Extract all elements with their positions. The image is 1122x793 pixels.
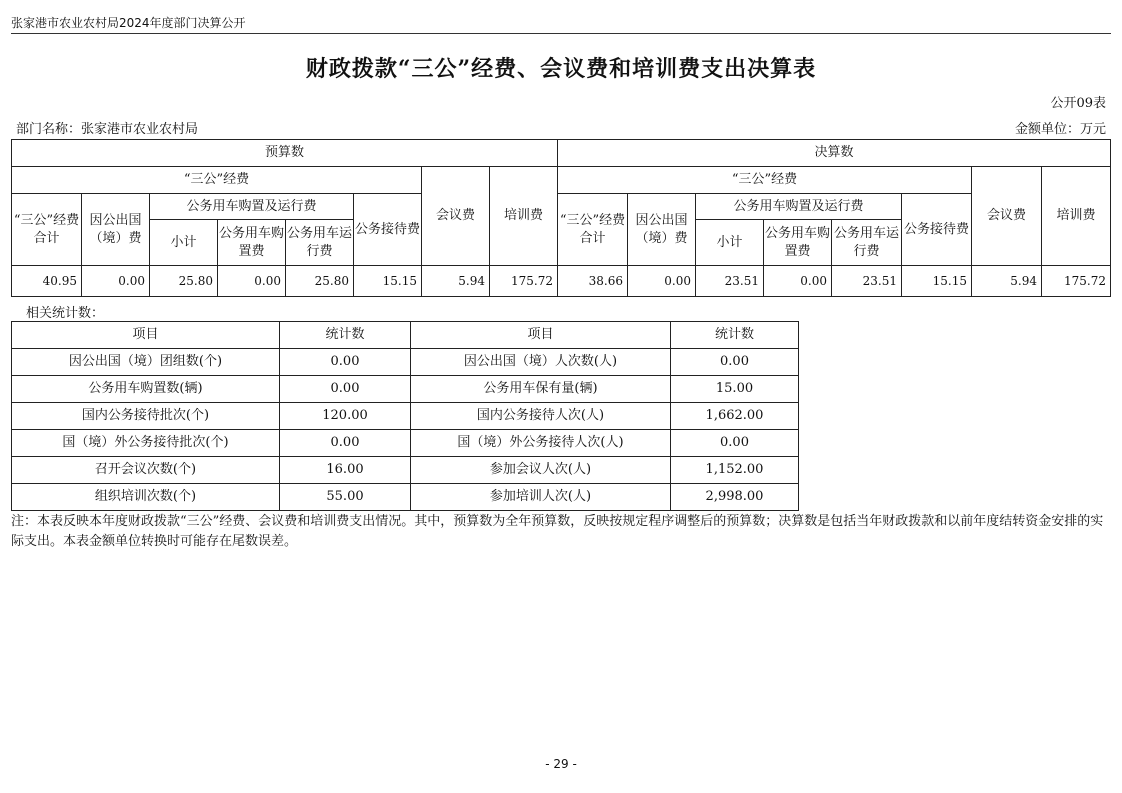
form-number: 公开09表 [1050, 96, 1106, 111]
stats-value: 120.00 [280, 403, 411, 430]
stats-value: 16.00 [280, 457, 411, 484]
final-sangong-total-header: “三公”经费合计 [558, 194, 628, 266]
stats-item: 参加会议人次(人) [411, 457, 671, 484]
budget-vehicle-operation-header: 公务用车运行费 [286, 220, 354, 266]
stats-value: 1,152.00 [671, 457, 799, 484]
budget-value-cell: 0.00 [218, 266, 286, 297]
stats-item: 公务用车购置数(辆) [12, 376, 280, 403]
stats-value: 2,998.00 [671, 484, 799, 511]
final-value-cell: 23.51 [832, 266, 902, 297]
final-value-cell: 23.51 [696, 266, 764, 297]
final-vehicle-purchase-header: 公务用车购置费 [764, 220, 832, 266]
stats-table [11, 321, 799, 511]
budget-meeting-header: 会议费 [422, 167, 490, 266]
budget-vehicle-purchase-header: 公务用车购置费 [218, 220, 286, 266]
budget-value-cell: 40.95 [12, 266, 82, 297]
final-header: 决算数 [558, 140, 1111, 167]
stats-item-header: 项目 [12, 322, 280, 349]
stats-value: 0.00 [671, 349, 799, 376]
table-row [12, 403, 799, 430]
amount-unit: 金额单位：万元 [1014, 122, 1106, 137]
final-abroad-header: 因公出国（境）费 [628, 194, 696, 266]
stats-value: 55.00 [280, 484, 411, 511]
stats-item: 因公出国（境）人次数(人) [411, 349, 671, 376]
stats-item: 国（境）外公务接待人次(人) [411, 430, 671, 457]
department-name: 部门名称：张家港市农业农村局 [16, 122, 199, 137]
stats-value: 1,662.00 [671, 403, 799, 430]
final-value-cell: 175.72 [1042, 266, 1111, 297]
budget-value-cell: 0.00 [82, 266, 150, 297]
stats-count-header: 统计数 [280, 322, 411, 349]
table-row [12, 457, 799, 484]
stats-count-header: 统计数 [671, 322, 799, 349]
stats-value: 0.00 [280, 376, 411, 403]
table-row [12, 349, 799, 376]
stats-item: 国（境）外公务接待批次(个) [12, 430, 280, 457]
stats-item: 召开会议次数(个) [12, 457, 280, 484]
budget-value-cell: 175.72 [490, 266, 558, 297]
final-vehicle-header: 公务用车购置及运行费 [696, 194, 902, 220]
table-row [12, 266, 1111, 297]
stats-header-row [12, 322, 799, 349]
budget-value-cell: 5.94 [422, 266, 490, 297]
table-row [12, 484, 799, 511]
final-value-cell: 15.15 [902, 266, 972, 297]
final-subtotal-header: 小计 [696, 220, 764, 266]
budget-training-header: 培训费 [490, 167, 558, 266]
budget-value-cell: 25.80 [150, 266, 218, 297]
stats-item: 参加培训人次(人) [411, 484, 671, 511]
stats-value: 0.00 [280, 349, 411, 376]
stats-label: 相关统计数： [26, 306, 105, 321]
budget-abroad-header: 因公出国（境）费 [82, 194, 150, 266]
final-value-cell: 0.00 [764, 266, 832, 297]
budget-sangong-total-header: “三公”经费合计 [12, 194, 82, 266]
final-reception-header: 公务接待费 [902, 194, 972, 266]
expenditure-table [11, 139, 1111, 297]
stats-item: 因公出国（境）团组数(个) [12, 349, 280, 376]
budget-header: 预算数 [12, 140, 558, 167]
budget-subtotal-header: 小计 [150, 220, 218, 266]
header-divider [11, 33, 1111, 34]
stats-item: 国内公务接待批次(个) [12, 403, 280, 430]
table-row [12, 376, 799, 403]
final-meeting-header: 会议费 [972, 167, 1042, 266]
budget-value-cell: 25.80 [286, 266, 354, 297]
final-value-cell: 0.00 [628, 266, 696, 297]
final-value-cell: 5.94 [972, 266, 1042, 297]
budget-vehicle-header: 公务用车购置及运行费 [150, 194, 354, 220]
budget-sangong-header: “三公”经费 [12, 167, 422, 194]
running-header: 张家港市农业农村局2024年度部门决算公开 [11, 16, 246, 30]
footnote: 注：本表反映本年度财政拨款“三公”经费、会议费和培训费支出情况。其中，预算数为全年预算数，反映按规定程序调整后的预算数；决算数是包括当年财政拨款和以前年度结转资金安排的实际支出。本表金额单位转换时可能存在尾数误差。 [11, 514, 1104, 549]
page-number: - 29 - [545, 757, 577, 771]
stats-value: 0.00 [280, 430, 411, 457]
budget-value-cell: 15.15 [354, 266, 422, 297]
final-vehicle-operation-header: 公务用车运行费 [832, 220, 902, 266]
final-training-header: 培训费 [1042, 167, 1111, 266]
stats-value: 15.00 [671, 376, 799, 403]
budget-reception-header: 公务接待费 [354, 194, 422, 266]
stats-item: 公务用车保有量(辆) [411, 376, 671, 403]
final-sangong-header: “三公”经费 [558, 167, 972, 194]
stats-item: 国内公务接待人次(人) [411, 403, 671, 430]
stats-item: 组织培训次数(个) [12, 484, 280, 511]
table-row [12, 430, 799, 457]
stats-item-header: 项目 [411, 322, 671, 349]
final-value-cell: 38.66 [558, 266, 628, 297]
page-title: 财政拨款“三公”经费、会议费和培训费支出决算表 [305, 56, 817, 82]
stats-value: 0.00 [671, 430, 799, 457]
